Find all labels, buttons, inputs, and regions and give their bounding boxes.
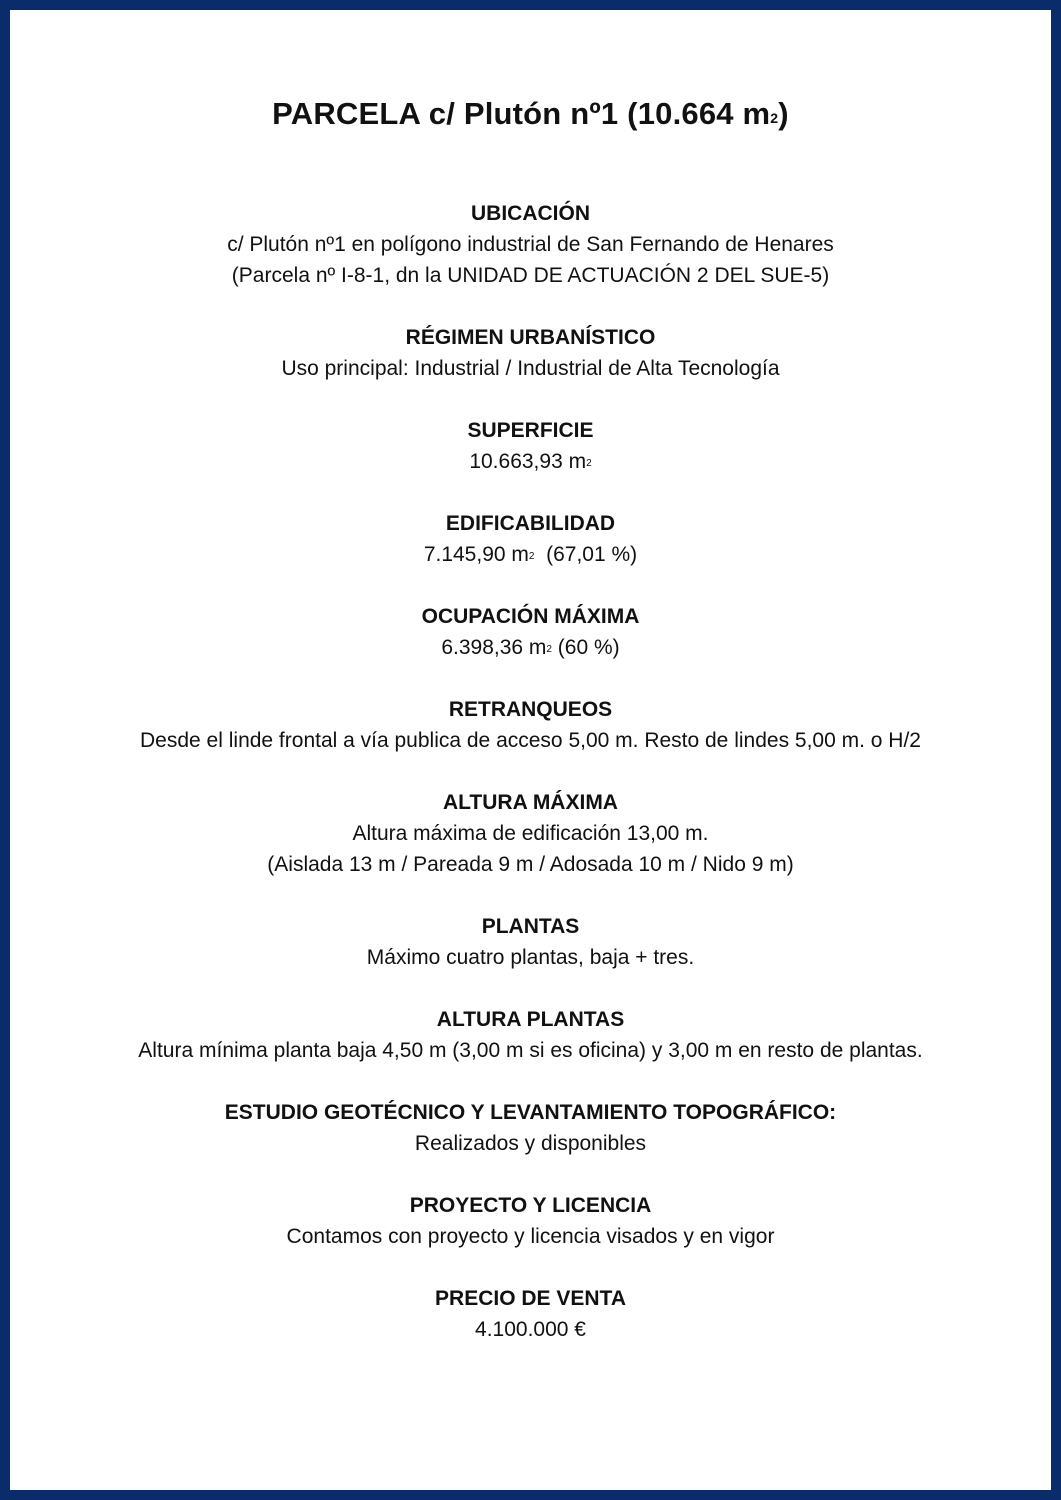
section-retranqueos [10,694,1051,756]
edificabilidad-superscript: 2 [528,551,535,562]
page-title-text: PARCELA c/ Plutón nº1 (10.664 m [272,96,771,131]
section-text: Altura máxima de edificación 13,00 m. [352,822,709,845]
section-text: Uso principal: Industrial / Industrial de Alta Tecnología [281,357,780,380]
section-ubicacion [10,198,1051,291]
page-title [10,94,1051,134]
property-details [10,198,1051,1376]
section-heading: SUPERFICIE [467,419,594,442]
section-heading: PRECIO DE VENTA [435,1287,626,1310]
section-heading: PROYECTO Y LICENCIA [409,1194,652,1217]
page-title-close: ) [778,96,789,131]
section-precio-venta [10,1283,1051,1345]
section-heading: UBICACIÓN [471,202,590,225]
section-text: Desde el linde frontal a vía publica de acceso 5,00 m. Resto de lindes 5,00 m. o H/2 [140,729,921,752]
section-text: Altura mínima planta baja 4,50 m (3,00 m si es oficina) y 3,00 m en resto de plantas. [138,1039,923,1062]
section-text [10,632,1051,663]
edificabilidad-percent: (67,01 %) [534,543,638,566]
section-text: Máximo cuatro plantas, baja + tres. [366,946,695,969]
section-heading: ALTURA PLANTAS [436,1008,625,1031]
ocupacion-superscript: 2 [546,644,552,655]
page-title-superscript: 2 [770,110,779,126]
section-text: Contamos con proyecto y licencia visados y en vigor [286,1225,775,1248]
section-text [10,539,1051,570]
edificabilidad-value: 7.145,90 m [423,543,529,566]
section-text [10,446,1051,477]
ocupacion-value: 6.398,36 m [441,636,547,659]
section-heading: OCUPACIÓN MÁXIMA [421,605,640,628]
section-heading: EDIFICABILIDAD [445,512,616,535]
section-heading: RETRANQUEOS [448,698,613,721]
section-edificabilidad [10,508,1051,570]
section-altura-plantas [10,1004,1051,1066]
section-heading: ESTUDIO GEOTÉCNICO Y LEVANTAMIENTO TOPOGRÁFICO: [224,1101,837,1124]
section-proyecto-licencia [10,1190,1051,1252]
section-heading: PLANTAS [481,915,580,938]
ocupacion-percent: (60 %) [551,636,620,659]
section-plantas [10,911,1051,973]
section-estudio-geotecnico [10,1097,1051,1159]
section-heading: RÉGIMEN URBANÍSTICO [405,326,656,349]
section-regimen-urbanistico [10,322,1051,384]
section-ocupacion-maxima [10,601,1051,663]
section-text: c/ Plutón nº1 en polígono industrial de San Fernando de Henares [227,233,834,256]
superficie-superscript: 2 [586,458,592,469]
section-heading: ALTURA MÁXIMA [443,791,618,814]
section-text: Realizados y disponibles [414,1132,647,1155]
section-superficie [10,415,1051,477]
section-altura-maxima [10,787,1051,880]
section-text: (Parcela nº I-8-1, dn la UNIDAD DE ACTUACIÓN 2 DEL SUE-5) [231,264,830,287]
price-value: 4.100.000 € [475,1318,586,1341]
section-text: (Aislada 13 m / Pareada 9 m / Adosada 10 m / Nido 9 m) [267,853,794,876]
superficie-value: 10.663,93 m [469,450,587,473]
